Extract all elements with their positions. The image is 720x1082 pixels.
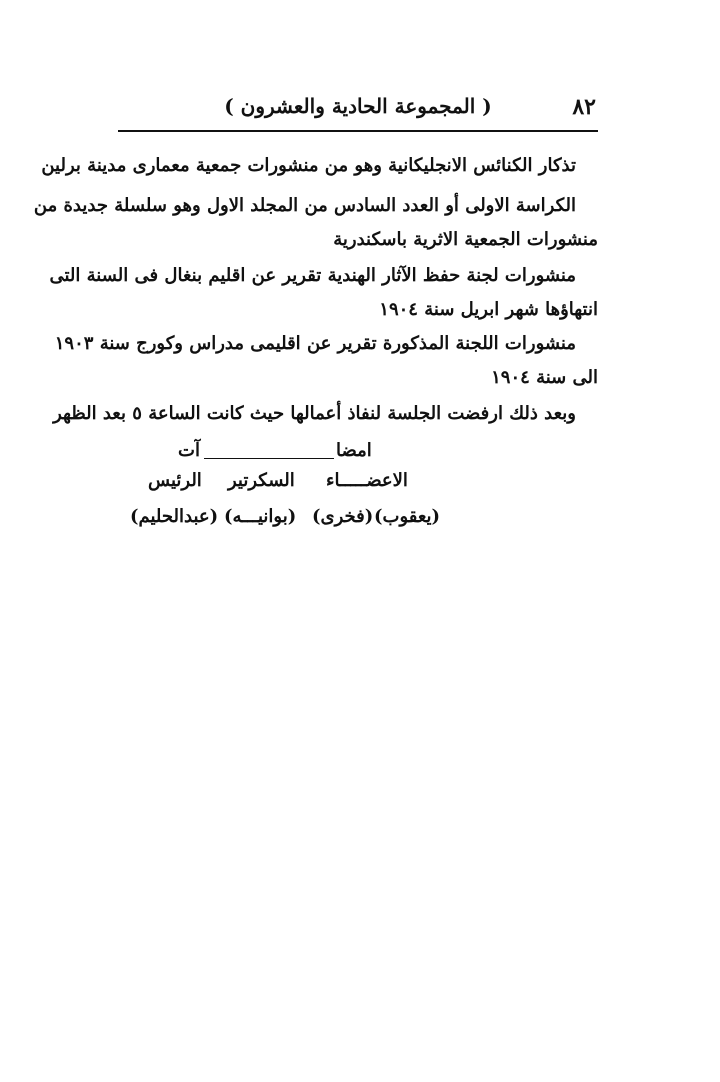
text-line: منشورات اللجنة المذكورة تقرير عن اقليمى مدراس وكورج سنة ١٩٠٣ [54,333,576,354]
page-header [118,92,598,126]
text-line: وبعد ذلك ارفضت الجلسة لنفاذ أعمالها حيث كانت الساعة ٥ بعد الظهر [53,403,576,424]
role-secretary: السكرتير [228,470,295,491]
paragraph-5 [53,398,598,432]
role-president: الرئيس [148,470,202,491]
name-abdelhalim: (عبدالحليم) [130,506,219,527]
text-line: تذكار الكنائس الانجليكانية وهو من منشورات جمعية معمارى مدينة برلين [41,155,576,176]
paragraph-2 [33,190,598,258]
text-line: الى سنة ١٩٠٤ [491,367,598,388]
running-title: ( المجموعة الحادية والعشرون ) [224,94,492,118]
text-line: انتهاؤها شهر ابريل سنة ١٩٠٤ [379,299,598,320]
name-fakhry: (فخرى) [312,506,374,527]
role-members: الاعضـــــاء [326,470,408,491]
paragraph-3 [49,260,598,328]
signed-end: آت [178,440,200,461]
text-line: الكراسة الاولى أو العدد السادس من المجلد الاول وهو سلسلة جديدة من [33,195,576,216]
header-rule [118,130,598,132]
text-line: منشورات لجنة حفظ الآثار الهندية تقرير عن اقليم بنغال فى السنة التى [49,265,576,286]
name-yacoub: (يعقوب) [374,506,441,527]
signature-line [204,458,334,459]
name-bouaniss: (بوانيـــه) [224,506,297,527]
paragraph-4 [54,328,598,396]
signed-label: امضا [336,440,372,461]
page-number: ٨٢ [572,94,596,120]
text-line: منشورات الجمعية الاثرية باسكندرية [333,229,598,250]
paragraph-1 [41,150,598,184]
